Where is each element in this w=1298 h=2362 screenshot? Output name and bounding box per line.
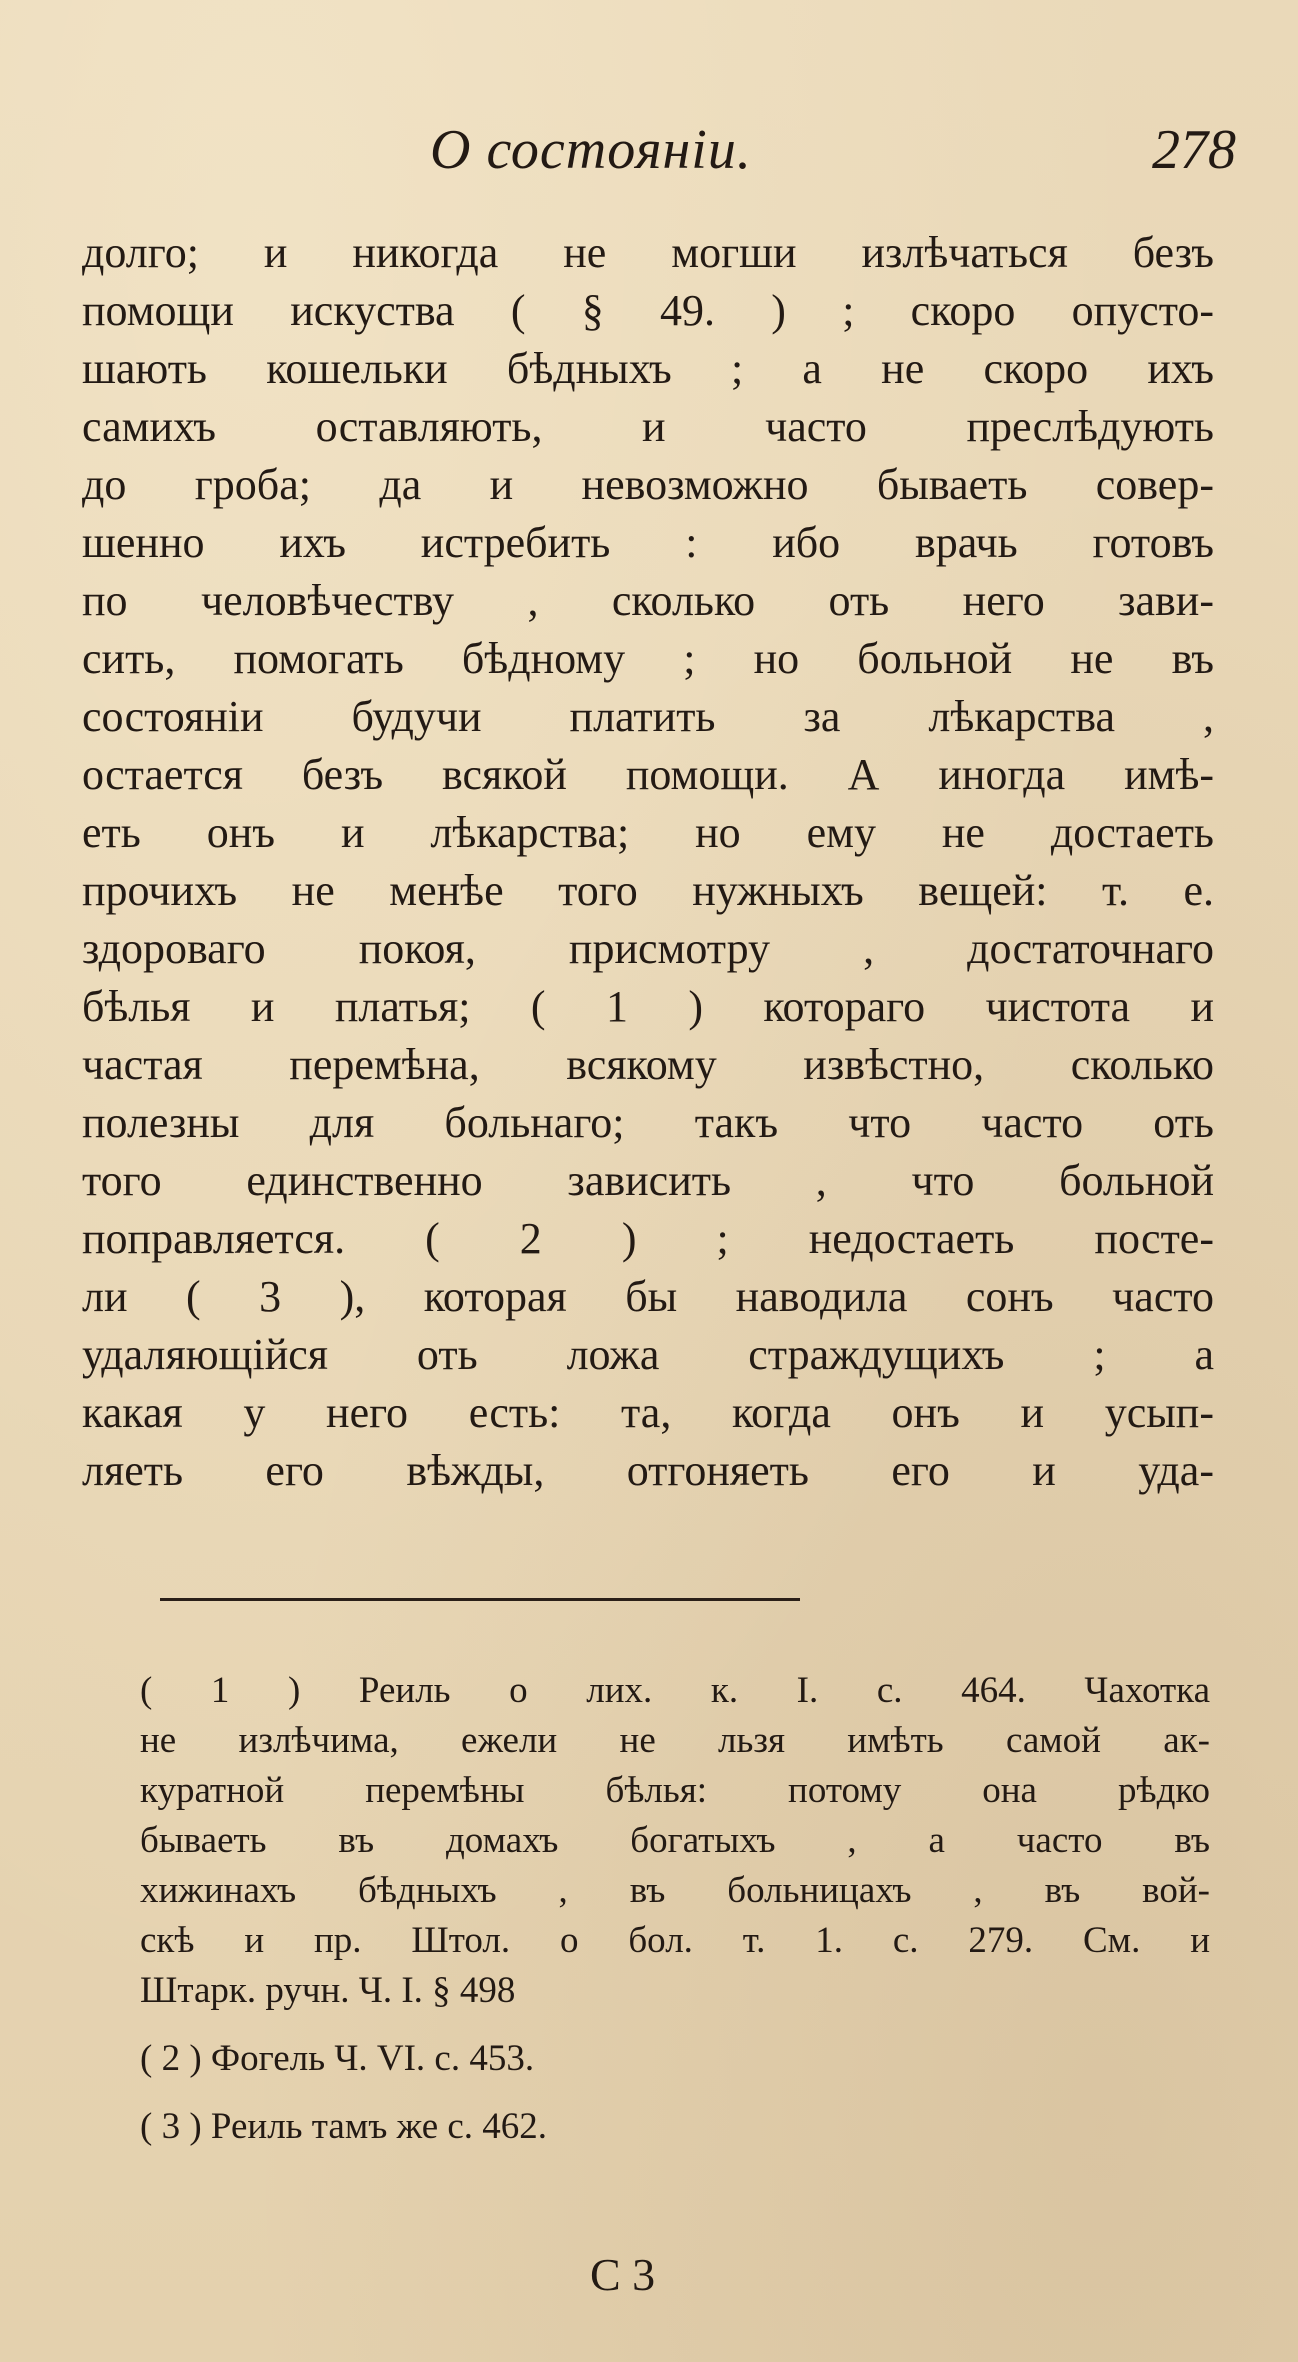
text-line: до гроба; да и невозможно бываеть совер- [82, 460, 1214, 509]
running-head: О состоянiи. [430, 119, 752, 181]
footnote-1-line: скѣ и пр. Штол. о бол. т. 1. с. 279. См. и [140, 1920, 1210, 1961]
text-line: шають кошельки бѣдныхъ ; а не скоро ихъ [82, 344, 1214, 393]
footnote-1-line: бываеть въ домахъ богатыхъ , а часто въ [140, 1820, 1210, 1861]
page-number: 278 [1152, 119, 1236, 181]
footnote-1-line: Штарк. ручн. Ч. I. § 498 [140, 1970, 516, 2011]
text-line: помощи искуства ( § 49. ) ; скоро опусто- [82, 286, 1214, 335]
text-line: ляеть его вѣжды, отгоняеть его и уда- [82, 1446, 1214, 1495]
footnote-2: ( 2 ) Фогель Ч. VI. с. 453. [140, 2038, 535, 2079]
text-line: долго; и никогда не могши излѣчаться безъ [82, 228, 1214, 277]
text-line: бѣлья и платья; ( 1 ) котораго чистота и [82, 982, 1214, 1031]
footnote-1-line: хижинахъ бѣдныхъ , въ больницахъ , въ вой- [140, 1870, 1210, 1911]
page-header [0, 118, 1298, 198]
footnote-1-line: куратной перемѣны бѣлья: потому она рѣдко [140, 1770, 1210, 1811]
text-line: самихъ оставляють, и часто преслѣдують [82, 402, 1214, 451]
footnote-1-line: не излѣчима, ежели не льзя имѣть самой ак- [140, 1720, 1210, 1761]
text-line: еть онъ и лѣкарства; но ему не достаеть [82, 808, 1214, 857]
text-line: состоянiи будучи платить за лѣкарства , [82, 692, 1214, 741]
text-line: удаляющiйся оть ложа страждущихъ ; а [82, 1330, 1214, 1379]
footnote-1-line: ( 1 ) Реиль о лих. к. I. с. 464. Чахотка [140, 1670, 1210, 1711]
text-line: какая у него есть: та, когда онъ и усып- [82, 1388, 1214, 1437]
text-line: ли ( 3 ), которая бы наводила сонъ часто [82, 1272, 1214, 1321]
text-line: полезны для больнаго; такъ что часто оть [82, 1098, 1214, 1147]
text-line: по человѣчеству , сколько оть него зави- [82, 576, 1214, 625]
signature-mark: С 3 [590, 2249, 656, 2300]
text-line: здороваго покоя, присмотру , достаточнаго [82, 924, 1214, 973]
footnotes [140, 1666, 1210, 2152]
text-line: шенно ихъ истребить : ибо врачь готовъ [82, 518, 1214, 567]
text-line: поправляется. ( 2 ) ; недостаеть посте- [82, 1214, 1214, 1263]
text-line: остается безъ всякой помощи. А иногда имѣ- [82, 750, 1214, 799]
footnote-rule [160, 1598, 800, 1601]
text-line: прочихъ не менѣе того нужныхъ вещей: т. е. [82, 866, 1214, 915]
footnote-spacer [140, 2084, 1210, 2102]
body-text [82, 224, 1214, 1500]
text-line: сить, помогать бѣдному ; но больной не въ [82, 634, 1214, 683]
footnote-3: ( 3 ) Реиль тамъ же с. 462. [140, 2106, 548, 2147]
text-line: того единственно зависить , что больной [82, 1156, 1214, 1205]
footnote-spacer [140, 2016, 1210, 2034]
text-line: частая перемѣна, всякому извѣстно, сколько [82, 1040, 1214, 1089]
